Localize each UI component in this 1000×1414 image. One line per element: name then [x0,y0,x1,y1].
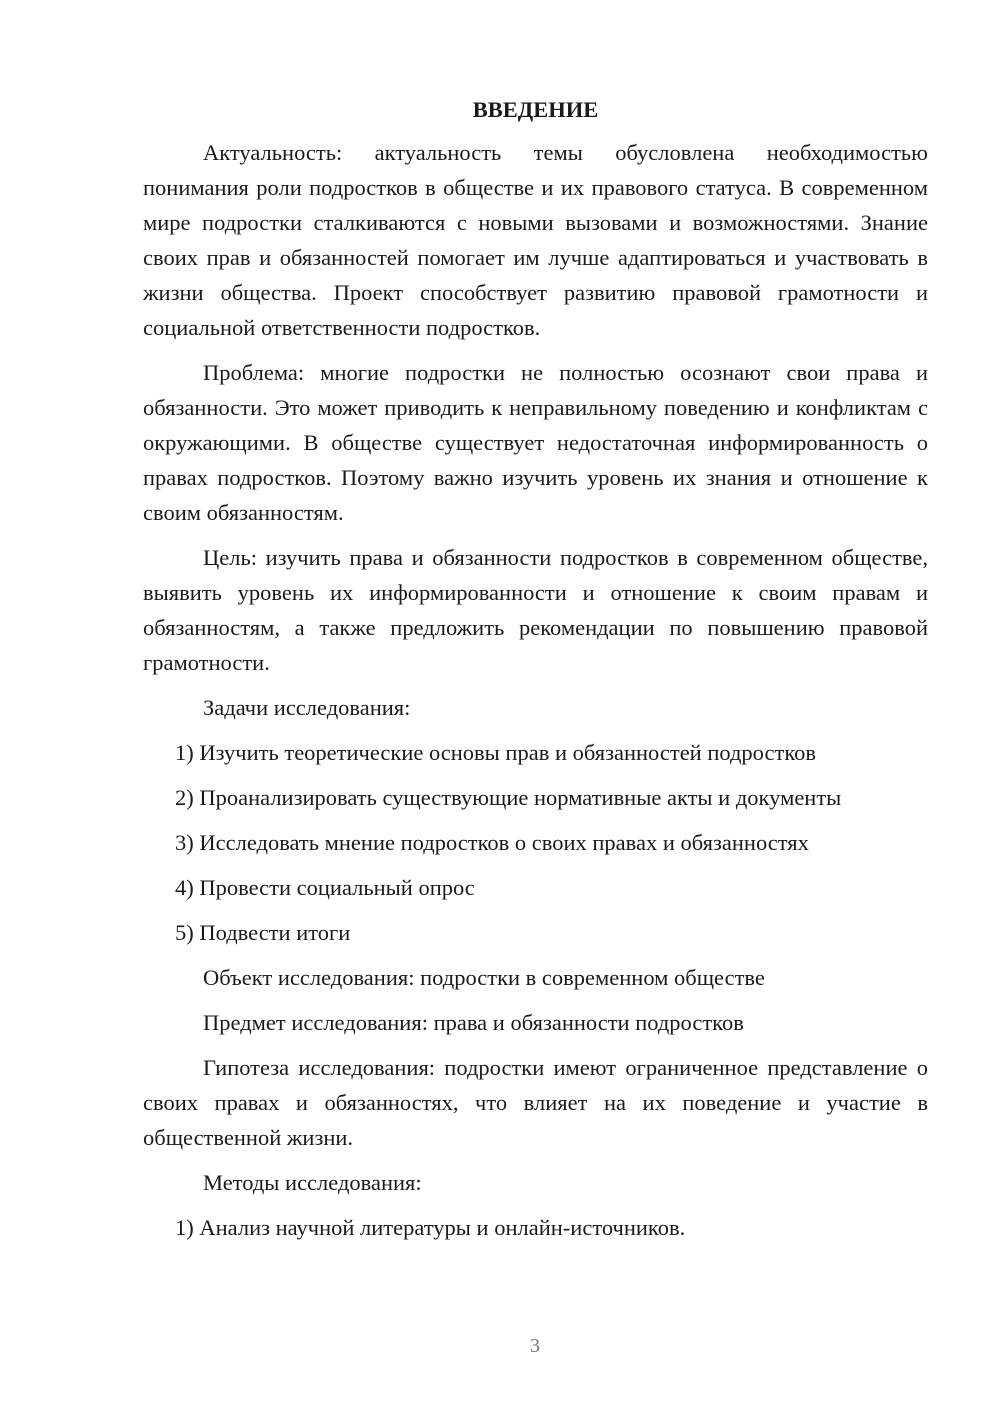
paragraph-problem: Проблема: многие подростки не полностью осознают свои права и обязанности. Это может приводить к неправильному поведению и конфликтам с окружающими. В обществе существует недостаточная информированность о правах подростков. Поэтому важно изучить уровень их знания и отношение к своим обязанностям. [143,360,928,525]
paragraph-relevance: Актуальность: актуальность темы обусловлена необходимостью понимания роли подростков в обществе и их правового статуса. В современном мире подростки сталкиваются с новыми вызовами и возможностями. Знание своих прав и обязанностей помогает им лучше адаптироваться и участвовать в жизни общества. Проект способствует развитию правовой грамотности и социальной ответственности подростков. [143,140,928,340]
task-item: 2) Проанализировать существующие нормативные акты и документы [175,785,842,810]
paragraph-hypothesis: Гипотеза исследования: подростки имеют ограниченное представление о своих правах и обязанностях, что влияет на их поведение и участие в общественной жизни. [143,1055,928,1150]
task-item: 4) Провести социальный опрос [175,875,475,900]
method-item: 1) Анализ научной литературы и онлайн-источников. [175,1215,686,1240]
document-page [143,92,928,1255]
research-subject: Предмет исследования: права и обязанности подростков [203,1010,744,1035]
research-object: Объект исследования: подростки в современном обществе [203,965,765,990]
task-item: 5) Подвести итоги [175,920,351,945]
task-item: 1) Изучить теоретические основы прав и обязанностей подростков [175,740,816,765]
methods-heading: Методы исследования: [203,1170,422,1195]
paragraph-goal: Цель: изучить права и обязанности подростков в современном обществе, выявить уровень их информированности и отношение к своим правам и обязанностям, а также предложить рекомендации по повышению правовой грамотности. [143,545,928,675]
section-title: ВВЕДЕНИЕ [472,97,599,122]
page-number: 3 [530,1335,540,1357]
task-item: 3) Исследовать мнение подростков о своих правах и обязанностях [175,830,809,855]
tasks-heading: Задачи исследования: [203,695,411,720]
